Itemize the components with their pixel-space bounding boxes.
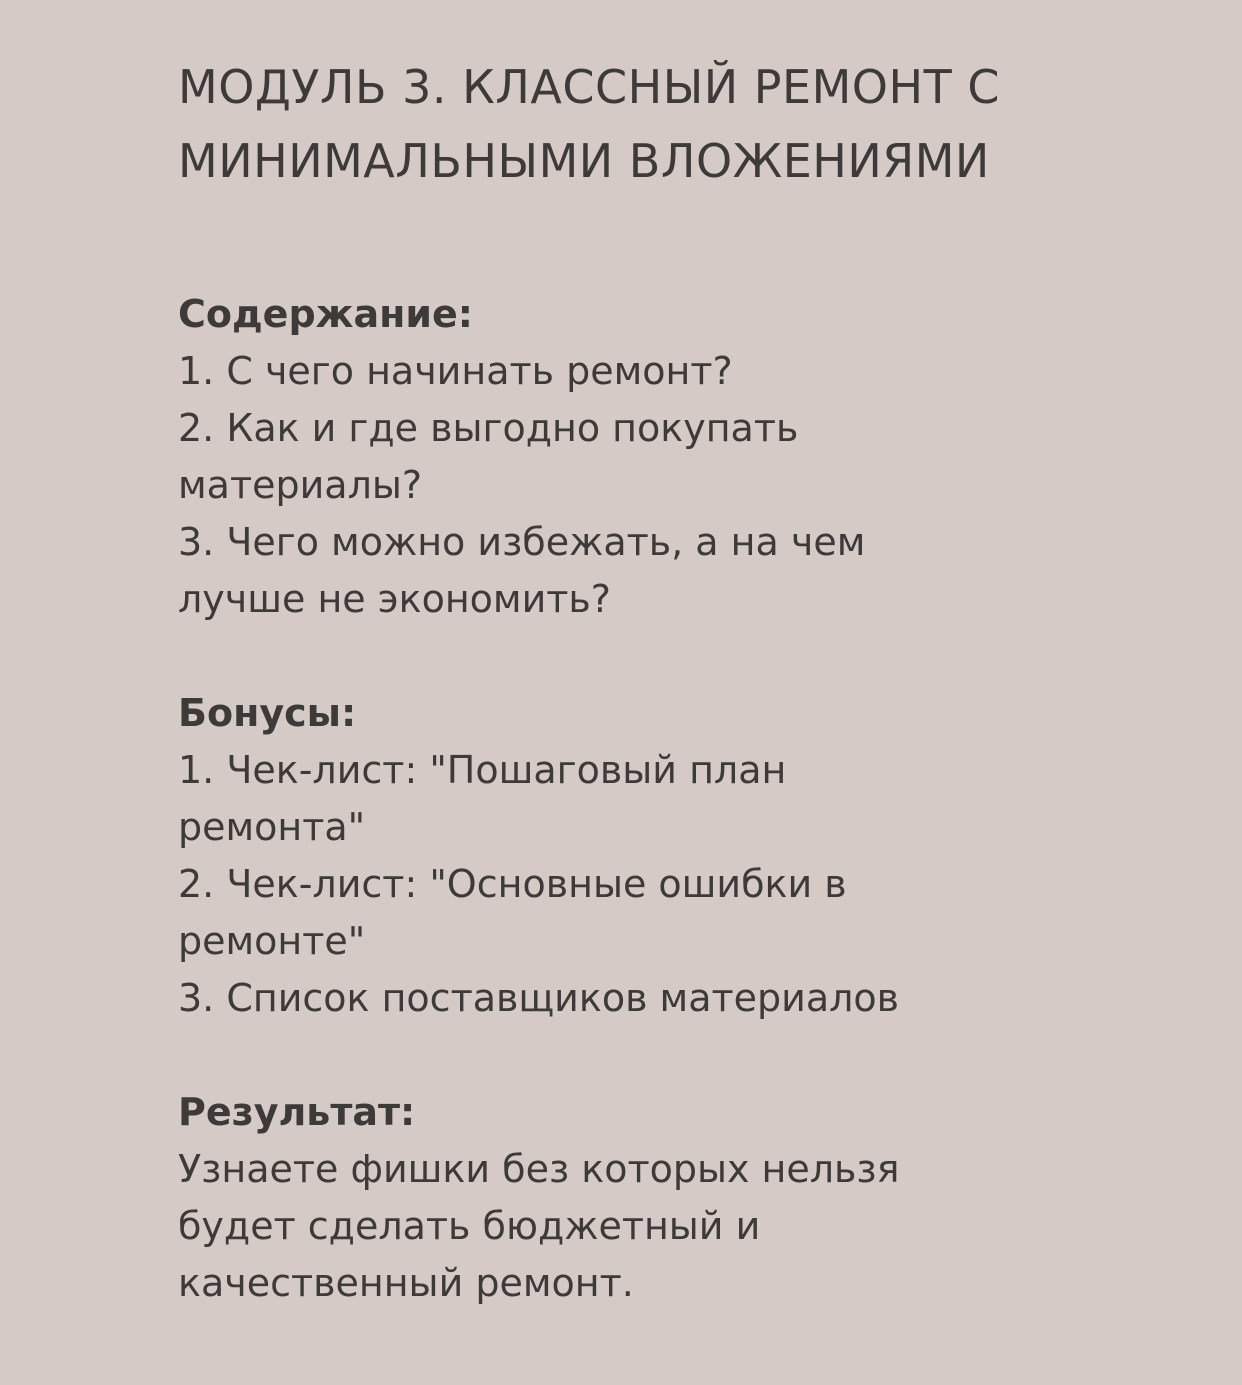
contents-section <box>178 286 978 628</box>
contents-item: 2. Как и где выгодно покупать материалы? <box>178 406 799 507</box>
module-title: МОДУЛЬ 3. КЛАССНЫЙ РЕМОНТ С МИНИМАЛЬНЫМИ ВЛОЖЕНИЯМИ <box>178 60 1000 188</box>
contents-heading: Содержание: <box>178 292 473 336</box>
contents-item: 3. Чего можно избежать, а на чем лучше не экономить? <box>178 520 866 621</box>
bonus-item: 1. Чек-лист: "Пошаговый план ремонта" <box>178 748 787 849</box>
bonus-item: 2. Чек-лист: "Основные ошибки в ремонте" <box>178 862 847 963</box>
bonuses-heading: Бонусы: <box>178 691 357 735</box>
contents-item: 1. С чего начинать ремонт? <box>178 349 733 393</box>
bonus-item: 3. Список поставщиков материалов <box>178 976 900 1020</box>
module-card <box>178 50 1078 1312</box>
result-heading: Результат: <box>178 1090 416 1134</box>
bonuses-section <box>178 685 978 1027</box>
result-section <box>178 1084 978 1312</box>
result-text: Узнаете фишки без которых нельзя будет сделать бюджетный и качественный ремонт. <box>178 1147 900 1305</box>
